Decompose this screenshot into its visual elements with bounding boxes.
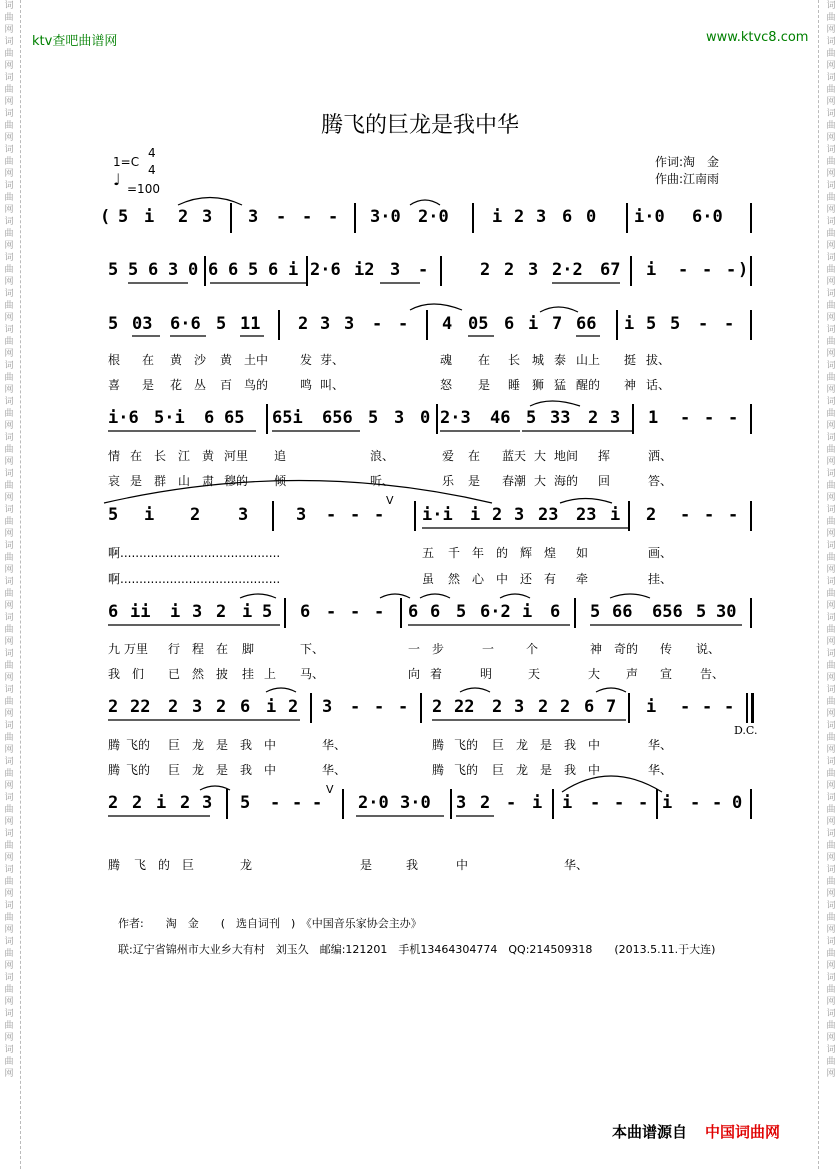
note: - [326, 602, 337, 622]
note: i [242, 602, 253, 622]
note: 66 [576, 314, 597, 334]
note: 3·0 [400, 793, 431, 813]
dc-mark: D.C. [734, 724, 758, 737]
author-note: 作者: 淘 金 ( 选自词刊 ) 《中国音乐家协会主办》 [118, 917, 422, 930]
note: 03 [132, 314, 153, 334]
note: i [562, 793, 573, 813]
note: 656 [652, 602, 683, 622]
note: 3 [536, 207, 547, 227]
note: 6·0 [692, 207, 723, 227]
note: 5 [646, 314, 657, 334]
note: 2 [588, 408, 599, 428]
note: i2 [354, 260, 375, 280]
note: - [374, 602, 385, 622]
note: - [726, 260, 737, 280]
note: 3 [192, 697, 203, 717]
note: - [312, 793, 323, 813]
note: 2 [108, 793, 119, 813]
note: - [704, 505, 715, 525]
note: - [728, 505, 739, 525]
note: 2·0 [358, 793, 389, 813]
note: - [374, 505, 385, 525]
note: i [624, 314, 635, 334]
note: - [724, 697, 735, 717]
note: - [506, 793, 517, 813]
note: - [698, 314, 709, 334]
note: 6 [108, 602, 119, 622]
note: 2 [492, 697, 503, 717]
note: 6 [300, 602, 311, 622]
note: 5 [696, 602, 707, 622]
note: 3 [296, 505, 307, 525]
note: - [690, 793, 701, 813]
note: i [144, 207, 155, 227]
note: 3 [168, 260, 179, 280]
note: 6 [208, 260, 219, 280]
note: ii [130, 602, 151, 622]
note: 23 [576, 505, 597, 525]
note: - [704, 408, 715, 428]
note: 5 [248, 260, 259, 280]
note: 66 [612, 602, 633, 622]
note: 3 [528, 260, 539, 280]
note: - [398, 314, 409, 334]
note: 3 [322, 697, 333, 717]
note: 2 [492, 505, 503, 525]
note: ( [100, 207, 111, 227]
note: - [326, 505, 337, 525]
note: 7 [552, 314, 563, 334]
note: - [680, 505, 691, 525]
note: 33 [550, 408, 571, 428]
note: 1 [648, 408, 659, 428]
note: - [270, 793, 281, 813]
note: i [646, 260, 657, 280]
note: 2 [480, 260, 491, 280]
note: - [680, 408, 691, 428]
note: 3 [394, 408, 405, 428]
note: - [702, 697, 713, 717]
note: - [728, 408, 739, 428]
note: 6 [228, 260, 239, 280]
note: i [528, 314, 539, 334]
note: i [144, 505, 155, 525]
contact-info: 联:辽宁省锦州市大业乡大有村 刘玉久 邮编:121201 手机13464304774 QQ:214509318 (2013.5.11.于大连) [118, 943, 716, 956]
breath-mark: V [386, 494, 394, 507]
note: i [522, 602, 533, 622]
note: 3 [514, 697, 525, 717]
note: - [328, 207, 339, 227]
note: i [532, 793, 543, 813]
note: 67 [600, 260, 621, 280]
note: 6 [148, 260, 159, 280]
note: - [398, 697, 409, 717]
note: 5 [216, 314, 227, 334]
note: 5 [368, 408, 379, 428]
note: 5 [108, 505, 119, 525]
note: 2 [538, 697, 549, 717]
note: 2 [514, 207, 525, 227]
note: 0 [420, 408, 431, 428]
note: - [276, 207, 287, 227]
composer: 作曲:江南雨 [655, 172, 720, 186]
note: 5 [526, 408, 537, 428]
note: 2 [180, 793, 191, 813]
note: 2·2 [552, 260, 583, 280]
note: 2 [108, 697, 119, 717]
note: 3 [238, 505, 249, 525]
note: 2 [216, 602, 227, 622]
note: 3 [320, 314, 331, 334]
note: 65i [272, 408, 303, 428]
note: 3 [610, 408, 621, 428]
note: 6 [430, 602, 441, 622]
note: - [680, 697, 691, 717]
note: 22 [130, 697, 151, 717]
note: 2 [288, 697, 299, 717]
note: i [266, 697, 277, 717]
time-signature-top: 4 [148, 146, 156, 160]
note: i [288, 260, 299, 280]
note: 5·i [154, 408, 185, 428]
note: i [610, 505, 621, 525]
note: 6 [584, 697, 595, 717]
note: 2·0 [418, 207, 449, 227]
note: 6 [268, 260, 279, 280]
note: 6 [550, 602, 561, 622]
note: - [374, 697, 385, 717]
note: 6·6 [170, 314, 201, 334]
note: 0 [732, 793, 743, 813]
note: 6 [204, 408, 215, 428]
note: 5 [108, 314, 119, 334]
note: 2 [432, 697, 443, 717]
note: - [678, 260, 689, 280]
note: - [712, 793, 723, 813]
note: - [350, 602, 361, 622]
note: 05 [468, 314, 489, 334]
note: 2 [646, 505, 657, 525]
note: 5 [108, 260, 119, 280]
left-watermark-strip: 词曲网词曲网词曲网词曲网词曲网词曲网词曲网词曲网词曲网词曲网词曲网词曲网词曲网词曲网词曲网词曲网词曲网词曲网词曲网词曲网词曲网词曲网词曲网词曲网词曲网词曲网词曲网词曲网词曲网词曲网 [4, 1, 14, 1079]
note: 2 [504, 260, 515, 280]
note: 6 [408, 602, 419, 622]
note: 2 [178, 207, 189, 227]
note: i [492, 207, 503, 227]
note: - [614, 793, 625, 813]
note: - [724, 314, 735, 334]
note: 2·3 [440, 408, 471, 428]
note: - [372, 314, 383, 334]
note: - [292, 793, 303, 813]
note: 2 [168, 697, 179, 717]
source-credit [612, 1121, 780, 1142]
tempo-mark: =100 [127, 182, 160, 196]
source-site-link[interactable]: 中国词曲网 [705, 1123, 781, 1141]
note: 7 [606, 697, 617, 717]
note: 3 [390, 260, 401, 280]
key-signature: 1=C [113, 155, 140, 169]
note: 11 [240, 314, 261, 334]
lyricist: 作词:淘 金 [655, 155, 720, 169]
right-watermark-strip: 词曲网词曲网词曲网词曲网词曲网词曲网词曲网词曲网词曲网词曲网词曲网词曲网词曲网词曲网词曲网词曲网词曲网词曲网词曲网词曲网词曲网词曲网词曲网词曲网词曲网词曲网词曲网词曲网词曲网词曲网 [826, 1, 836, 1079]
note: 3 [456, 793, 467, 813]
note: i·6 [108, 408, 139, 428]
note: 23 [538, 505, 559, 525]
note: 6·2 [480, 602, 511, 622]
note: i·0 [634, 207, 665, 227]
note: - [350, 697, 361, 717]
note: 2 [298, 314, 309, 334]
note: - [302, 207, 313, 227]
source-label: 本曲谱源自 [612, 1123, 688, 1141]
note: 2 [480, 793, 491, 813]
note: 2·6 [310, 260, 341, 280]
note: 3·0 [370, 207, 401, 227]
note: 3 [514, 505, 525, 525]
song-title: 腾飞的巨龙是我中华 [320, 113, 519, 138]
header-right-url[interactable]: www.ktvc8.com [706, 30, 809, 45]
note: 2 [560, 697, 571, 717]
note: i [170, 602, 181, 622]
note: 0 [188, 260, 199, 280]
time-signature-bottom: 4 [148, 163, 156, 177]
note: 3 [202, 207, 213, 227]
note: 3 [344, 314, 355, 334]
note: - [702, 260, 713, 280]
note: 0 [586, 207, 597, 227]
note: - [350, 505, 361, 525]
note: 6 [562, 207, 573, 227]
note: 656 [322, 408, 353, 428]
note: i [646, 697, 657, 717]
header-left-site[interactable]: ktv查吧曲谱网 [32, 34, 118, 49]
note: 5 [118, 207, 129, 227]
note: 2 [190, 505, 201, 525]
note: ) [738, 260, 749, 280]
note: i [662, 793, 673, 813]
note: - [638, 793, 649, 813]
quarter-note-icon: ♩ [113, 170, 121, 189]
note: 46 [490, 408, 511, 428]
note: 5 [262, 602, 273, 622]
note: - [590, 793, 601, 813]
note: i [156, 793, 167, 813]
note: 4 [442, 314, 453, 334]
note: 22 [454, 697, 475, 717]
note: 3 [202, 793, 213, 813]
note: i [470, 505, 481, 525]
note: 2 [132, 793, 143, 813]
note: 30 [716, 602, 737, 622]
note: 3 [248, 207, 259, 227]
note: 6 [240, 697, 251, 717]
note: 5 [240, 793, 251, 813]
note: 65 [224, 408, 245, 428]
note: 3 [192, 602, 203, 622]
note: - [418, 260, 429, 280]
note: 5 [670, 314, 681, 334]
note: i·i [422, 505, 453, 525]
breath-mark-2: V [326, 783, 334, 796]
note: 5 [128, 260, 139, 280]
note: 5 [590, 602, 601, 622]
note: 6 [504, 314, 515, 334]
note: 2 [216, 697, 227, 717]
note: 5 [456, 602, 467, 622]
